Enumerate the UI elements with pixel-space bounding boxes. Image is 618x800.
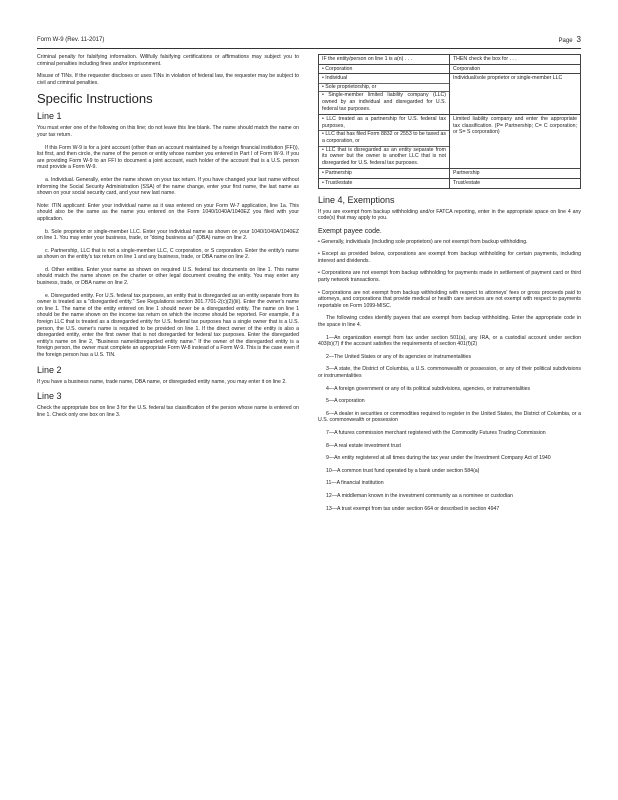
line4-heading: Line 4, Exemptions (318, 194, 395, 205)
page-indicator (559, 35, 581, 44)
table-cell (319, 115, 450, 169)
line1-individual-paragraph: a. Individual. Generally, enter the name shown on your tax return. If you have changed your last name without informing the Social Security Administration (SSA) of the name change, enter your first name, the last name as shown on your social security card, and your new last name. (37, 176, 299, 197)
table-cell: • Trust/estate (319, 178, 450, 188)
exempt-code-5: 5—A corporation (326, 398, 365, 405)
line1-disregarded-entity-paragraph: e. Disregarded entity. For U.S. federal tax purposes, an entity that is disregarded as an entity separate from its owner is treated as a "disregarded entity." See Regulations section 301.7701-2(c)(2)(iii). Enter the owner's name on line 1. The name of the entity entered on line 1 should never be a disregarded entity. The name on line 1 should be the name shown on the income tax return on which the income should be reported. For example, if a foreign LLC that is treated as a disregarded entity for U.S. federal tax purposes has a single owner that is a U.S. person, the U.S. owner's name is required to be provided on line 1. If the direct owner of the entity is also a disregarded entity, enter the first owner that is not disregarded for federal tax purposes. Enter the disregarded entity's name on line 2, "Business name/disregarded entity name." If the owner of the disregarded entity is a foreign person, the owner must complete an appropriate Form W-8 instead of a Form W-9. This is the case even if the foreign person has a U.S. TIN. (37, 292, 299, 358)
exempt-code-7: 7—A futures commission merchant registered with the Commodity Futures Trading Commission (326, 429, 546, 436)
right-column (318, 54, 581, 518)
line3-paragraph: Check the appropriate box on line 3 for the U.S. federal tax classification of the person whose name is entered on line 1. Check only one box on line 3. (37, 405, 299, 418)
page-header (37, 35, 581, 47)
line1-paragraph-b: If this Form W-9 is for a joint account (other than an account maintained by a foreign financial institution (FFI)), list first, and then circle, the name of the person or entity whose number you entered in Part I of Form W-9. If you are providing Form W-9 to an FFI to document a joint account, each holder of the account that is a U.S. person must provide a Form W-9. (37, 144, 299, 171)
misuse-paragraph: Misuse of TINs. If the requester discloses or uses TINs in violation of federal law, the requester may be subject to civil and criminal penalties. (37, 73, 299, 86)
cell-line: • Sole proprietorship, or (319, 84, 449, 93)
tax-classification-table (318, 54, 581, 189)
table-cell: Corporation (450, 64, 581, 74)
exempt-code-3: 3—A state, the District of Columbia, a U.S. commonwealth or possession, or any of their political subdivisions or instrumentalities (318, 366, 581, 379)
table-cell: • Corporation (319, 64, 450, 74)
table-row (319, 115, 581, 169)
cell-line: • Individual (319, 75, 449, 84)
exempt-bullet-2: • Except as provided below, corporations are exempt from backup withholding for certain payments, including interest and dividends. (318, 251, 581, 264)
table-header-cell: THEN check the box for . . . (450, 55, 581, 65)
cell-line: • LLC that has filed Form 8832 or 2553 to be taxed as a corporation, or (319, 131, 449, 146)
form-id: Form W-9 (Rev. 11-2017) (37, 37, 105, 43)
cell-line: • LLC treated as a partnership for U.S. federal tax purposes, (319, 116, 449, 131)
exempt-code-11: 11—A financial institution (326, 480, 384, 487)
line1-sole-proprietor-paragraph: b. Sole proprietor or single-member LLC. Enter your individual name as shown on your 1040/1040A/1040EZ on line 1. You may enter your business, trade, or "doing business as" (DBA) name on line 2. (37, 228, 299, 242)
exempt-code-9: 9—An entity registered at all times during the tax year under the Investment Company Act of 1940 (326, 455, 551, 462)
line1-paragraph-a: You must enter one of the following on this line; do not leave this line blank. The name should match the name on your tax return. (37, 125, 299, 138)
table-cell: Partnership (450, 169, 581, 179)
exempt-codes-intro: The following codes identify payees that are exempt from backup withholding. Enter the appropriate code in the space in line 4. (318, 315, 581, 329)
header-rule (37, 48, 581, 49)
exempt-bullet-3: • Corporations are not exempt from backup withholding for payments made in settlement of payment card or third party network transactions. (318, 270, 581, 284)
table-cell: Limited liability company and enter the appropriate tax classification. (P= Partnership; C= C corporation; or S= S corporation) (450, 115, 581, 169)
table-row (319, 178, 581, 188)
exempt-code-10: 10—A common trust fund operated by a bank under section 584(a) (326, 467, 480, 474)
exempt-code-2: 2—The United States or any of its agencies or instrumentalities (326, 353, 472, 360)
table-cell: Trust/estate (450, 178, 581, 188)
exempt-payee-code-heading: Exempt payee code. (318, 227, 382, 235)
table-row (319, 55, 581, 65)
line2-heading: Line 2 (37, 364, 62, 375)
line4-paragraph: If you are exempt from backup withholding and/or FATCA reporting, enter in the appropriate space on line 4 any code(s) that may apply to you. (318, 208, 581, 222)
exempt-bullet-4: • Corporations are not exempt from backup withholding with respect to attorneys' fees or gross proceeds paid to attorneys, and corporations that provide medical or health care services are not exempt with respect to payments reportable on Form 1099-MISC. (318, 289, 581, 309)
line1-itin-note: Note: ITIN applicant: Enter your individual name as it was entered on your Form W-7 application, line 1a. This should also be the same as the name you entered on the Form 1040/1040A/1040EZ you filed with your application. (37, 202, 299, 222)
cell-line: • Single-member limited liability company (LLC) owned by an individual and disregarded for U.S. federal tax purposes. (322, 92, 446, 112)
exempt-code-4: 4—A foreign government or any of its political subdivisions, agencies, or instrumentalities (326, 385, 531, 392)
line1-heading: Line 1 (37, 111, 62, 122)
cell-line: • LLC that is disregarded as an entity separate from its owner but the owner is another LLC that is not disregarded for U.S. federal tax purposes. (322, 146, 446, 166)
criminal-penalty-paragraph: Criminal penalty for falsifying information. Willfully falsifying certifications or affirmations may subject you to criminal penalties including fines and/or imprisonment. (37, 54, 299, 67)
exempt-code-13: 13—A trust exempt from tax under section 664 or described in section 4947 (326, 505, 500, 512)
table-header-cell: IF the entity/person on line 1 is a(n) . . . (319, 55, 450, 65)
left-column (37, 54, 299, 424)
specific-instructions-heading: Specific Instructions (37, 91, 153, 107)
exempt-code-12: 12—A middleman known in the investment community as a nominee or custodian (326, 492, 513, 499)
line1-partnership-paragraph: c. Partnership, LLC that is not a single-member LLC, C corporation, or S corporation. Enter the entity's name as shown on the entity's tax return on line 1 and any business, trade, or DBA name on line 2. (37, 247, 299, 261)
page-label: Page (558, 38, 573, 44)
exempt-code-6: 6—A dealer in securities or commodities required to register in the United States, the District of Columbia, or a U.S. commonwealth or possession (318, 410, 581, 424)
line3-heading: Line 3 (37, 391, 62, 402)
exempt-bullet-1: • Generally, individuals (including sole proprietors) are not exempt from backup withholding. (318, 238, 528, 245)
table-cell (319, 74, 450, 115)
exempt-code-1: 1—An organization exempt from tax under section 501(a), any IRA, or a custodial account under section 403(b)(7) if the account satisfies the requirements of section 401(f)(2) (318, 334, 581, 348)
table-row (319, 169, 581, 179)
table-row (319, 74, 581, 115)
page-number: 3 (576, 35, 581, 44)
table-cell: Individual/sole proprietor or single-member LLC (450, 74, 581, 115)
exempt-code-8: 8—A real estate investment trust (326, 442, 401, 449)
line2-paragraph: If you have a business name, trade name, DBA name, or disregarded entity name, you may enter it on line 2. (37, 378, 287, 385)
table-cell: • Partnership (319, 169, 450, 179)
line1-other-entities-paragraph: d. Other entities. Enter your name as shown on required U.S. federal tax documents on line 1. This name should match the name shown on the charter or other legal document creating the entity. You may enter any business, trade, or DBA name on line 2. (37, 266, 299, 287)
table-row (319, 64, 581, 74)
